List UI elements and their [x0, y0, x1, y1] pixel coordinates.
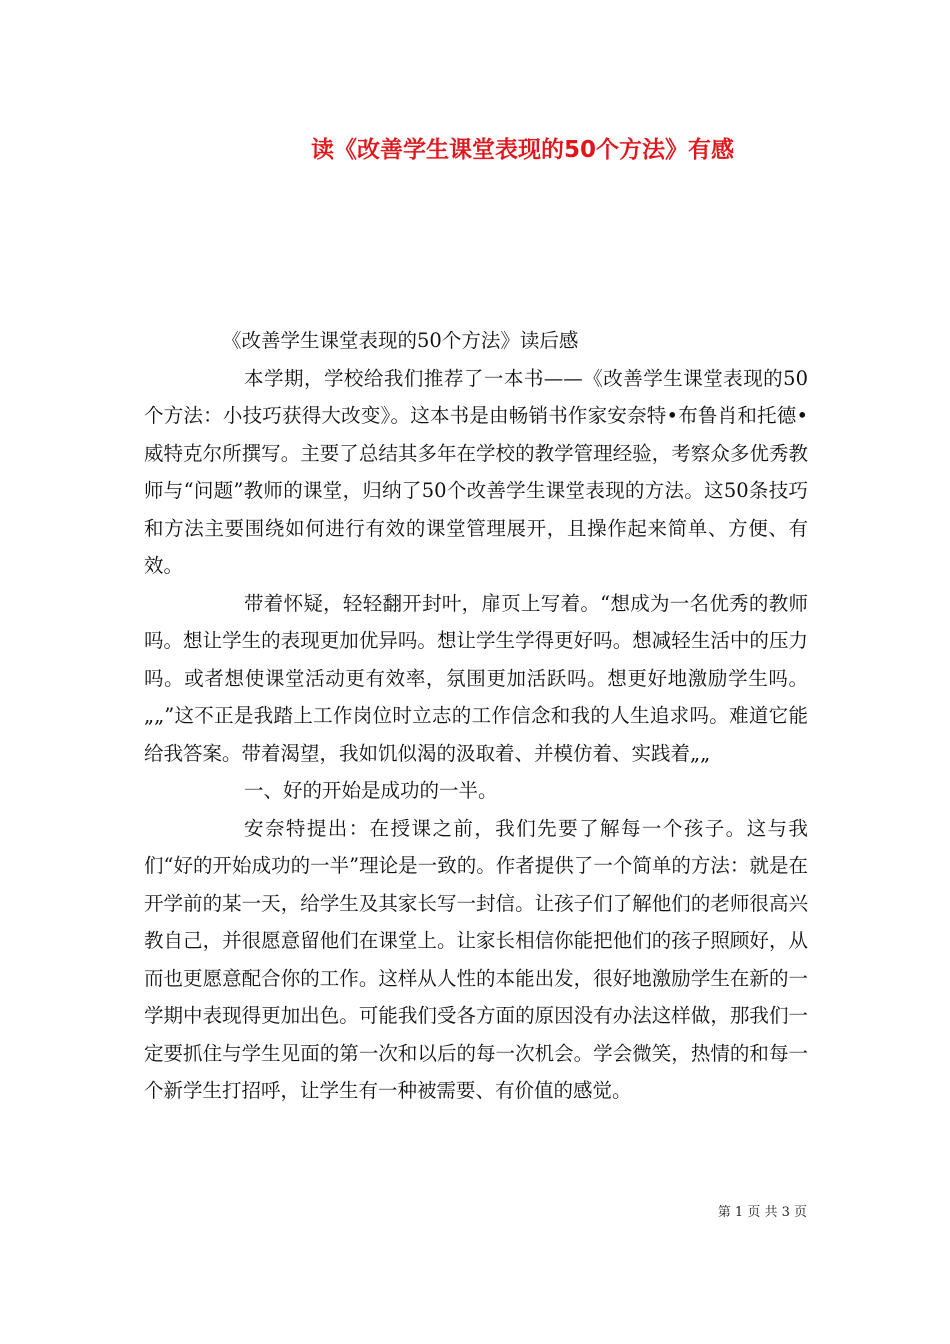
paragraph-2: 带着怀疑，轻轻翻开封叶，扉页上写着。“想成为一名优秀的教师吗。想让学生的表现更加优异吗。想让学生学得更好吗。想减轻生活中的压力吗。或者想使课堂活动更有效率，氛围更加活跃吗。想更好地激励学生吗。„„”这不正是我踏上工作岗位时立志的工作信念和我的人生追求吗。难道它能给我答案。带着渴望，我如饥似渴的汲取着、并模仿着、实践着„„: [144, 591, 808, 765]
section-heading-1: 一、好的开始是成功的一半。: [244, 779, 498, 802]
document-body: [144, 322, 808, 1110]
paragraph-3: 安奈特提出：在授课之前，我们先要了解每一个孩子。这与我们“好的开始成功的一半”理论是一致的。作者提供了一个简单的方法：就是在开学前的某一天，给学生及其家长写一封信。让孩子们了解他们的老师很高兴教自己，并很愿意留他们在课堂上。让家长相信你能把他们的孩子照顾好，从而也更愿意配合你的工作。这样从人性的本能出发，很好地激励学生在新的一学期中表现得更加出色。可能我们受各方面的原因没有办法这样做，那我们一定要抓住与学生见面的第一次和以后的每一次机会。学会微笑，热情的和每一个新学生打招呼，让学生有一种被需要、有价值的感觉。: [144, 816, 808, 1102]
page-number-footer: 第 1 页 共 3 页: [717, 1205, 807, 1220]
document-title: 读《改善学生课堂表现的50个方法》有感: [310, 137, 734, 163]
paragraph-1: 本学期，学校给我们推荐了一本书——《改善学生课堂表现的50个方法：小技巧获得大改变》。这本书是由畅销书作家安奈特•布鲁肖和托德•威特克尔所撰写。主要了总结其多年在学校的教学管理经验，考察众多优秀教师与“问题”教师的课堂，归纳了50个改善学生课堂表现的方法。这50条技巧和方法主要围绕如何进行有效的课堂管理展开，且操作起来简单、方便、有效。: [144, 366, 808, 577]
essay-subtitle: 《改善学生课堂表现的50个方法》读后感: [222, 329, 579, 352]
